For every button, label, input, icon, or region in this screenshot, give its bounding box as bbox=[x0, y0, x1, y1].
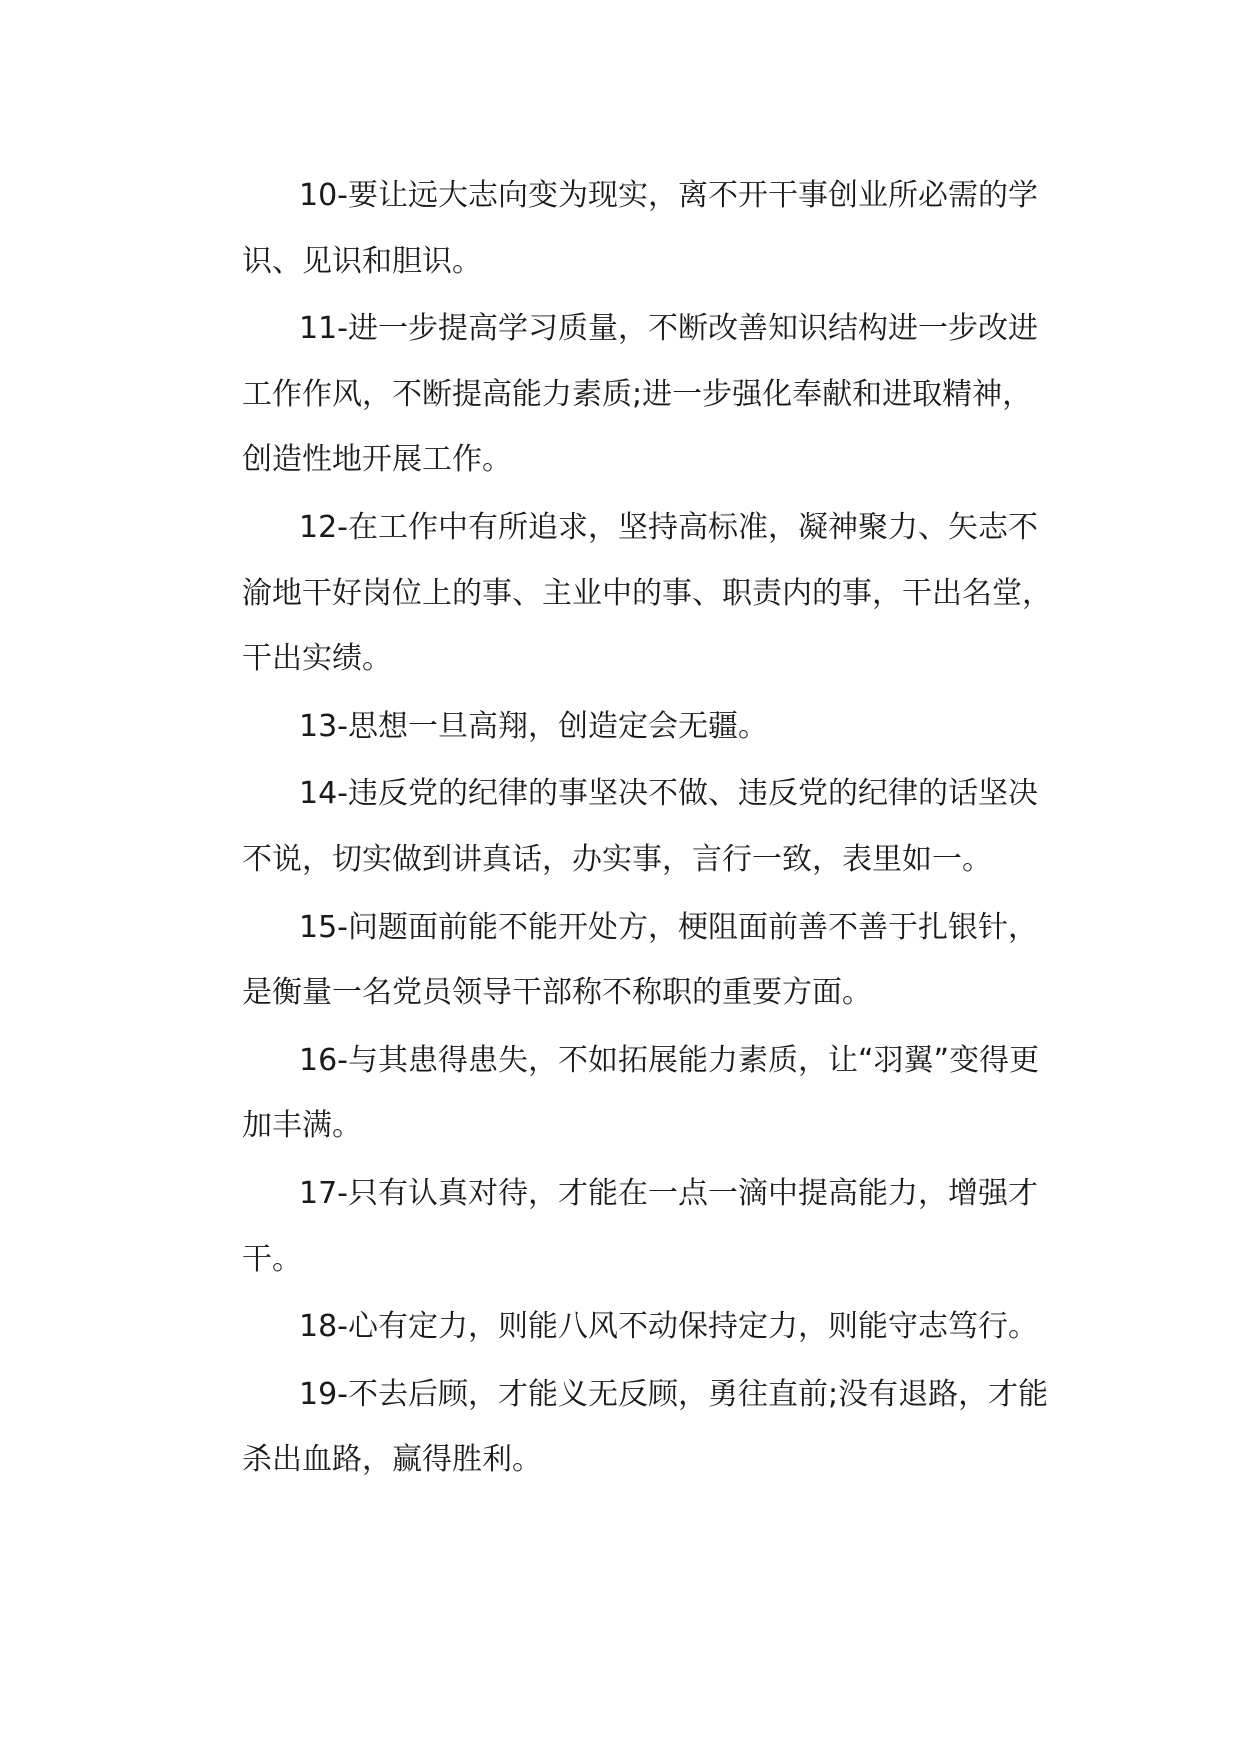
paragraph-18: 18-心有定力，则能八风不动保持定力，则能守志笃行。 bbox=[299, 1309, 1038, 1345]
paragraph-10: 10-要让远大志向变为现实，离不开干事创业所必需的学识、见识和胆识。 bbox=[242, 178, 1038, 279]
paragraph-16: 16-与其患得患失，不如拓展能力素质，让“羽翼”变得更加丰满。 bbox=[242, 1042, 1040, 1144]
paragraph-13: 13-思想一旦高翔，创造定会无疆。 bbox=[299, 708, 768, 744]
paragraph-19: 19-不去后顾，才能义无反顾，勇往直前;没有退路，才能杀出血路，赢得胜利。 bbox=[242, 1376, 1049, 1478]
paragraph-12: 12-在工作中有所追求，坚持高标准，凝神聚力、矢志不渝地干好岗位上的事、主业中的事、职责内的事，干出名堂，干出实绩。 bbox=[242, 509, 1052, 677]
paragraph-15: 15-问题面前能不能开处方，梗阻面前善不善于扎银针，是衡量一名党员领导干部称不称职的重要方面。 bbox=[242, 909, 1038, 1011]
paragraph-14: 14-违反党的纪律的事坚决不做、违反党的纪律的话坚决不说，切实做到讲真话，办实事，言行一致，表里如一。 bbox=[242, 776, 1038, 877]
document-body bbox=[242, 163, 1052, 1495]
paragraph-11: 11-进一步提高学习质量，不断改善知识结构进一步改进工作作风，不断提高能力素质;进一步强化奉献和进取精神，创造性地开展工作。 bbox=[242, 311, 1038, 478]
paragraph-17: 17-只有认真对待，才能在一点一滴中提高能力，增强才干。 bbox=[242, 1175, 1038, 1277]
